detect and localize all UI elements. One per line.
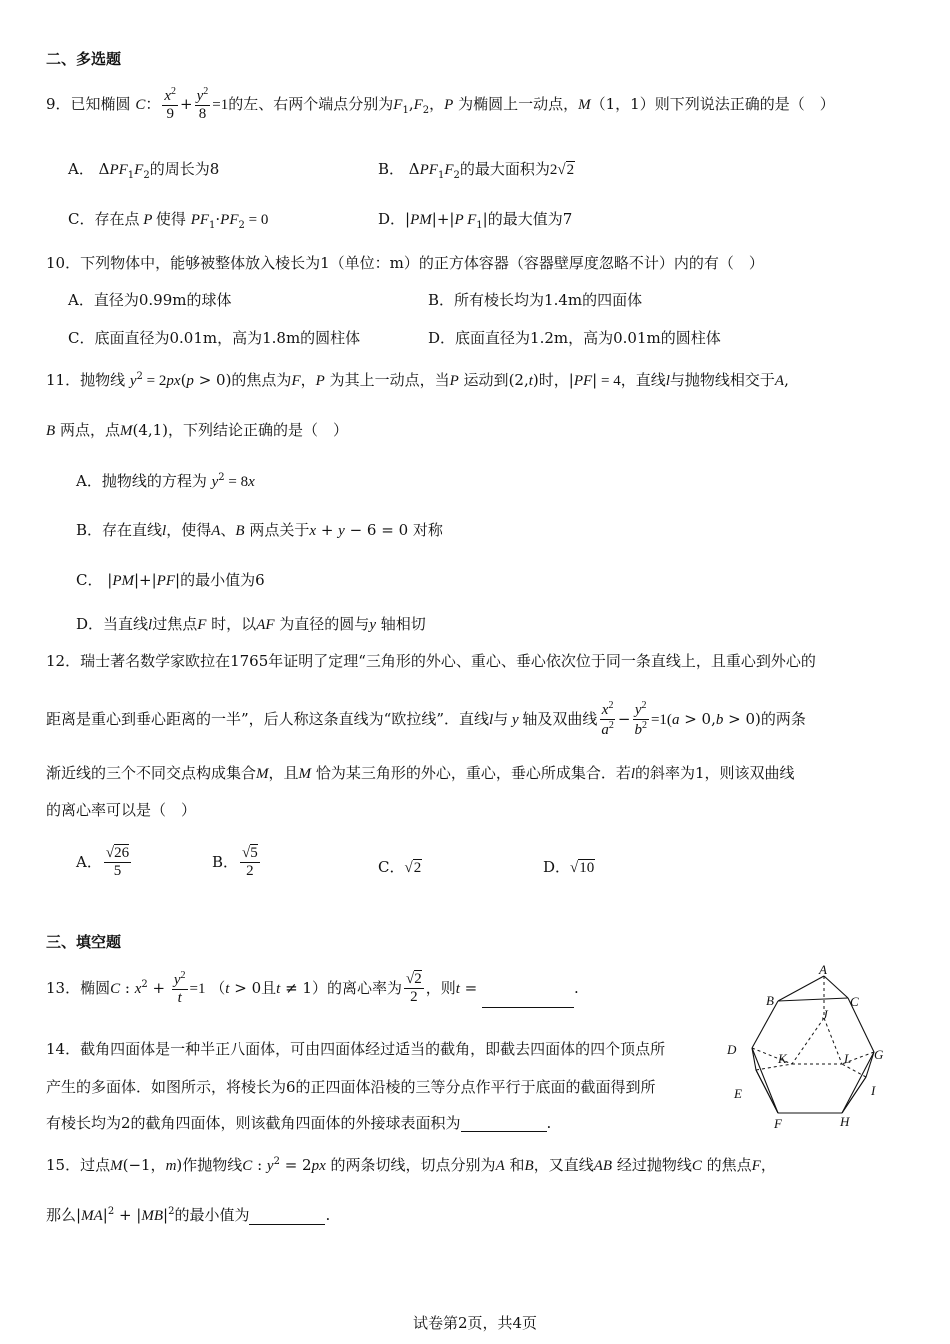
q9-option-a[interactable]: A． $\Delta PF_1F_2$的周长为8: [68, 160, 220, 181]
q15-end: .: [325, 1206, 331, 1224]
q12-a-value: $\frac{√26}{5}$: [105, 845, 130, 880]
q11-b2: ，使得: [166, 521, 212, 539]
q10-option-b[interactable]: B．所有棱长均为1.4m的四面体: [428, 291, 643, 309]
q11-stem-line2: B 两点，点M(4,1)，下列结论正确的是（ ）: [46, 421, 349, 439]
q12-a-label: A．: [76, 852, 102, 871]
q9-tail: 的左、右两个端点分别为: [228, 94, 394, 113]
q12-c-value: √2: [404, 860, 422, 876]
q14-answer-blank[interactable]: [461, 1131, 547, 1132]
q15-t7: ，: [760, 1156, 776, 1174]
q15-stem-line1: 15．过点M(−1，m)作抛物线C : $y^2 = 2px$ 的两条切线，切点分别为A 和B，又直线AB 经过抛物线C 的焦点F，: [46, 1156, 776, 1174]
q15-t6: 的焦点: [706, 1156, 752, 1174]
q14-line3-text: 有棱长均为2的截角四面体，则该截角四面体的外接球表面积为: [46, 1114, 461, 1132]
q9-d-text: 的最大值为7: [487, 210, 573, 228]
q11-number: 11．抛物线: [46, 371, 126, 389]
q11-t1: 的焦点为: [231, 371, 292, 389]
q13-stem: 13．椭圆C : $x^2$ + $\frac{y^2}{t}$ =1 （t > 0且t ≠ 1）的离心率为 $\frac{√2}{2}$ ，则t = .: [46, 970, 579, 1007]
q9-b-label: B．: [378, 160, 405, 178]
fig-label-c: C: [850, 994, 859, 1009]
q15-t5: 经过抛物线: [616, 1156, 692, 1174]
section-multi-choice: 二、多选题: [46, 50, 122, 68]
q11-b4: 对称: [412, 521, 443, 539]
q12-b-label: B．: [212, 852, 239, 871]
q11-d2: 过焦点: [152, 615, 198, 633]
q13-tail: ，则: [425, 978, 456, 997]
q10-option-a[interactable]: A．直径为0.99m的球体: [68, 291, 232, 309]
fig-label-j: J: [822, 1007, 828, 1022]
q12-option-b[interactable]: [212, 845, 262, 881]
q12-d-label: D．: [543, 858, 571, 876]
q15-stem-line2: 那么$|MA|^2 + |MB|^2$的最小值为 .: [46, 1206, 331, 1224]
q9-ellipse-c: C: [135, 96, 146, 113]
q12-stem-line3: 渐近线的三个不同交点构成集合M，且M 恰为某三角形的外心，重心，垂心所成集合．若l的斜率为1，则该双曲线: [46, 764, 795, 782]
q13-ecc: $\frac{√2}{2}$: [405, 971, 422, 1006]
q11-option-b[interactable]: B．存在直线l，使得A、B 两点关于x + y − 6 = 0 对称: [76, 521, 443, 539]
section-fill-in: 三、填空题: [46, 933, 122, 951]
q9-stem: 9．已知椭圆 C： $\frac{x^2}{9}$ + $\frac{y^2}{8}$ =1的左、右两个端点分别为$F_1,F_2$，P 为椭圆上一动点，M（1，1）则下列说法正确的是（ ）: [46, 86, 835, 123]
q14-line2: 产生的多面体．如图所示，将棱长为6的正四面体沿棱的三等分点作平行于底面的截面得到所: [46, 1078, 656, 1096]
q14-line1: 14．截角四面体是一种半正八面体，可由四面体经过适当的截角，即截去四面体的四个顶点所: [46, 1040, 666, 1058]
q9-frac-x: $\frac{x^2}{9}$: [164, 86, 177, 123]
q9-option-d[interactable]: D．|PM|+|P $F_1|$的最大值为7: [378, 210, 573, 231]
q10-stem: 10．下列物体中，能够被整体放入棱长为1（单位：m）的正方体容器（容器壁厚度忽略不计）内的有（ ）: [46, 254, 764, 272]
q13-frac: $\frac{y^2}{t}$: [173, 970, 186, 1007]
fig-label-g: G: [874, 1047, 884, 1062]
q15-answer-blank[interactable]: [249, 1224, 325, 1225]
q9-c-label: C．存在点: [68, 210, 140, 228]
q11-t4: 时，: [538, 371, 569, 389]
q11-t5: ，直线: [620, 371, 666, 389]
q15-line2b: 的最小值为: [174, 1206, 250, 1224]
q13-answer-blank[interactable]: [482, 1007, 574, 1008]
q11-b3: 两点关于: [249, 521, 310, 539]
q9-option-c[interactable]: C．存在点 P 使得 $PF_1\cdot PF_2 = 0$: [68, 210, 269, 231]
q12-b-value: $\frac{√5}{2}$: [242, 845, 258, 880]
q12-option-c[interactable]: [378, 858, 422, 877]
q12-frac-y: $\frac{y^2}{b^2}$: [634, 700, 647, 739]
q11-d3: 时，以: [211, 615, 257, 633]
q9-a-text: 的周长为8: [149, 160, 220, 178]
q12-option-d[interactable]: [543, 858, 595, 877]
q11-a-text: A．抛物线的方程为: [76, 472, 207, 490]
q12-line2c: 轴及双曲线: [522, 709, 598, 728]
fig-label-b: B: [766, 993, 774, 1008]
fig-label-a: A: [819, 962, 827, 977]
q11-option-a[interactable]: A．抛物线的方程为 $y^2 = 8x$: [76, 472, 255, 490]
q13-cond3: ）的离心率为: [311, 978, 402, 997]
q12-stem-line4: 的离心率可以是（ ）: [46, 801, 197, 819]
q12-option-a[interactable]: [76, 845, 133, 881]
q12-line3d: 的斜率为1，则该双曲线: [635, 764, 795, 782]
q9-a-label: A．: [68, 160, 94, 178]
q12-frac-x: $\frac{x^2}{a^2}$: [601, 700, 614, 739]
q12-line2a: 距离是重心到垂心距离的一半”，后人称这条直线为“欧拉线”．直线: [46, 709, 490, 728]
fig-label-l: L: [844, 1051, 852, 1066]
q12-line2b: 与: [493, 709, 509, 728]
q9-d-label: D．: [378, 210, 406, 228]
fig-label-i: I: [871, 1083, 876, 1098]
q9-frac-y: $\frac{y^2}{8}$: [196, 86, 209, 123]
q11-c2: 的最小值为6: [180, 571, 265, 589]
q15-t3: 和: [509, 1156, 525, 1174]
q12-d-value: √10: [570, 860, 595, 876]
q13-cond2: 且: [261, 978, 277, 997]
q11-d-text: D．当直线: [76, 615, 149, 633]
q11-stem-line1: 11．抛物线 $y^2 = 2px(p > 0)$的焦点为F，P 为其上一动点，当P 运动到(2,t)时，|PF| = 4，直线l与抛物线相交于A,: [46, 371, 789, 389]
q11-option-c[interactable]: C． |PM|+|PF|的最小值为6: [76, 571, 265, 589]
q9-tail2: 为椭圆上一动点，: [458, 94, 579, 113]
fig-label-e: E: [734, 1086, 742, 1101]
q9-b-value: 2√2: [549, 162, 575, 178]
q13-cond: （: [210, 978, 226, 997]
q12-c-label: C．: [378, 858, 405, 876]
q11-t6: 与抛物线相交于: [669, 371, 775, 389]
q15-number: 15．过点: [46, 1156, 111, 1174]
q11-c-label: C．: [76, 571, 103, 589]
q11-t2: 为其上一动点，当: [329, 371, 450, 389]
q10-option-c[interactable]: C．底面直径为0.01m，高为1.8m的圆柱体: [68, 329, 361, 347]
q12-line3b: ，且: [268, 764, 299, 782]
q10-option-d[interactable]: D．底面直径为1.2m，高为0.01m的圆柱体: [428, 329, 721, 347]
q12-stem-line1: 12．瑞士著名数学家欧拉在1765年证明了定理“三角形的外心、重心、垂心依次位于同一条直线上，且重心到外心的: [46, 652, 816, 670]
q11-d5: 轴相切: [380, 615, 426, 633]
q15-t4: ，又直线: [533, 1156, 594, 1174]
q13-number: 13．椭圆: [46, 978, 111, 997]
q11-line2a: 两点，点: [59, 421, 120, 439]
q13-end: .: [574, 978, 579, 997]
fig-label-f: F: [774, 1116, 782, 1130]
q11-option-d[interactable]: D．当直线l过焦点F 时，以AF 为直径的圆与y 轴相切: [76, 615, 426, 633]
q12-line3c: 恰为某三角形的外心，重心，垂心所成集合．若: [315, 764, 631, 782]
q12-line3a: 渐近线的三个不同交点构成集合: [46, 764, 257, 782]
q15-t1: 作抛物线: [182, 1156, 243, 1174]
page-footer: 试卷第2页，共4页: [412, 1314, 538, 1332]
q14-line3: [46, 1114, 551, 1132]
q9-tail3: （1，1）则下列说法正确的是（ ）: [590, 94, 835, 113]
q9-number: 9．已知椭圆: [46, 94, 131, 113]
q9-option-b[interactable]: B． $\Delta PF_1F_2$的最大面积为2√2: [378, 160, 575, 181]
fig-label-h: H: [840, 1114, 850, 1129]
q11-line2b: ，下列结论正确的是（ ）: [168, 421, 349, 439]
q12-line2d: 的两条: [760, 709, 806, 728]
fig-label-d: D: [727, 1042, 737, 1057]
q15-line2a: 那么: [46, 1206, 77, 1224]
q15-t2: 的两条切线，切点分别为: [330, 1156, 496, 1174]
q9-c-text: 使得: [155, 210, 186, 228]
q11-b-text: B．存在直线: [76, 521, 163, 539]
q11-t3: 运动到: [463, 371, 509, 389]
q12-stem-line2: 距离是重心到垂心距离的一半”，后人称这条直线为“欧拉线”．直线l与 y 轴及双曲线 $\frac{x^2}{a^2}$ − $\frac{y^2}{b^2}$ =1(a > 0,b > 0)的两条: [46, 700, 806, 739]
q9-b-text: 的最大面积为: [459, 160, 550, 178]
q14-end: .: [546, 1114, 552, 1132]
q11-d4: 为直径的圆与: [279, 615, 370, 633]
q9-foci: F: [393, 96, 403, 113]
truncated-tetrahedron-figure: [726, 960, 896, 1130]
fig-label-k: K: [778, 1051, 787, 1066]
